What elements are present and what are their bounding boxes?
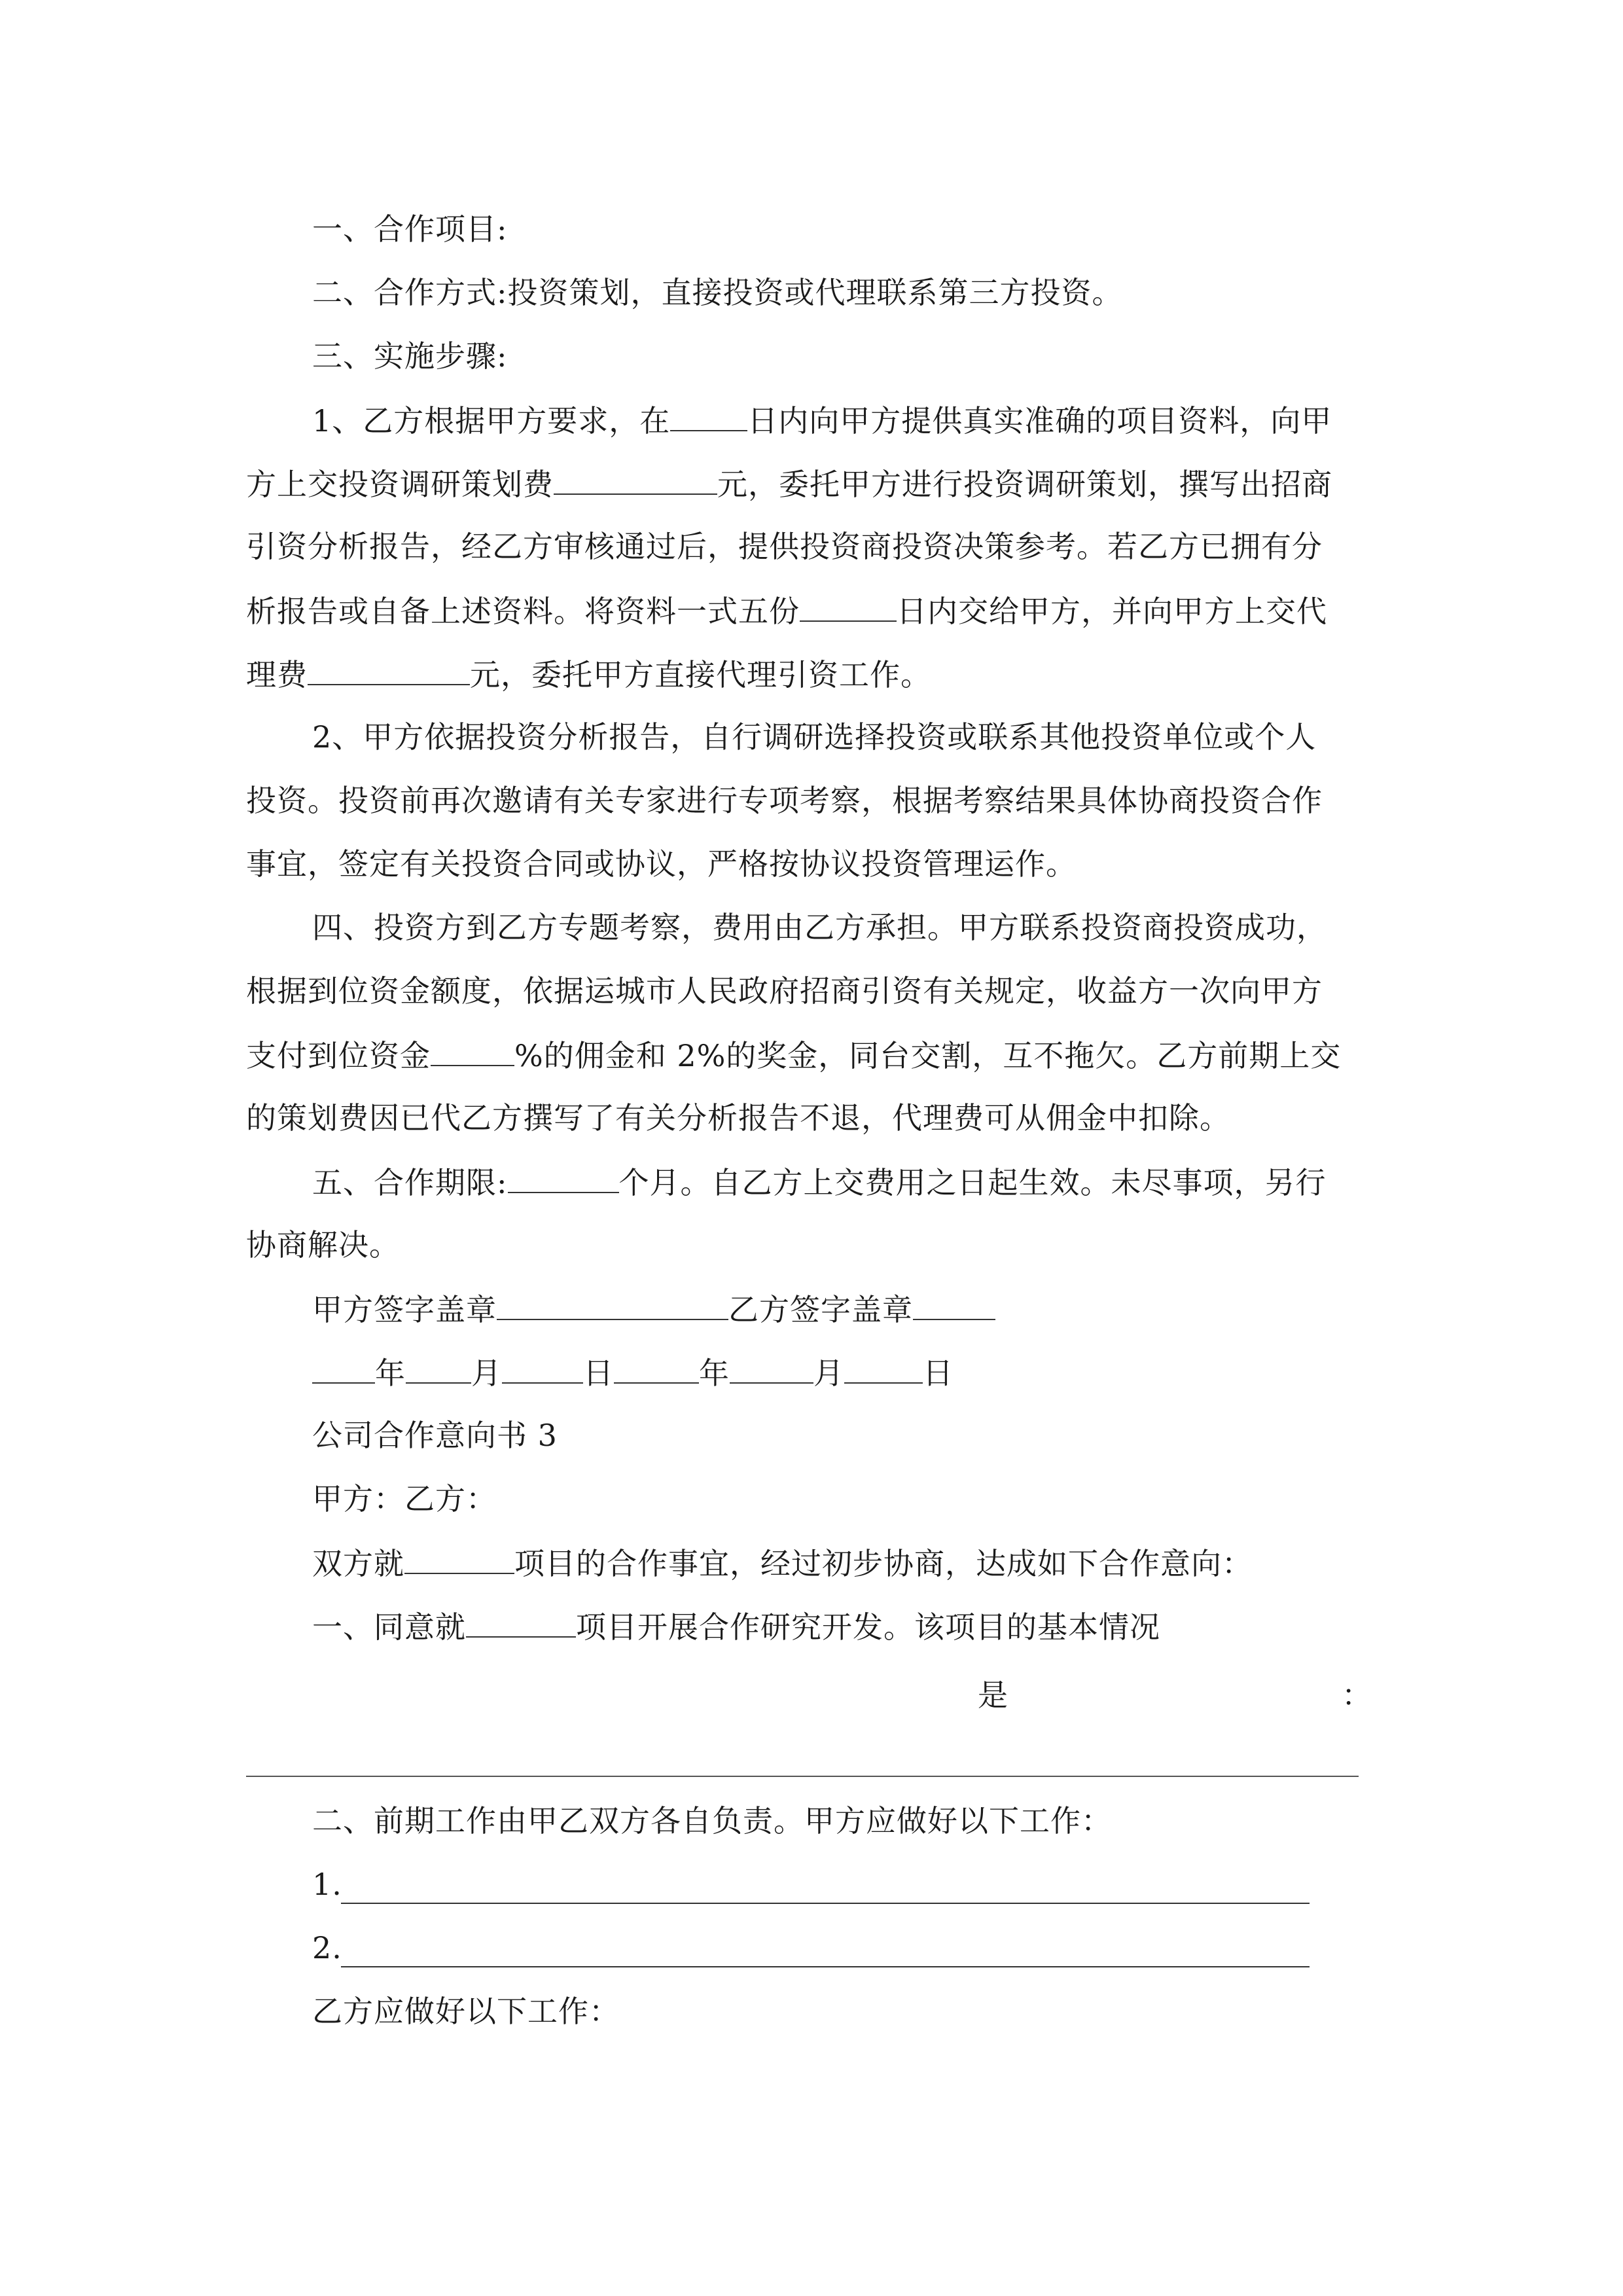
- para1-line3: 引资分析报告，经乙方审核通过后，提供投资商投资决策参考。若乙方已拥有分: [246, 529, 1323, 564]
- para4-line4: 的策划费因已代乙方撰写了有关分析报告不退，代理费可从佣金中扣除。: [246, 1100, 1230, 1136]
- day-blank-a[interactable]: [502, 1352, 583, 1384]
- para2-line3: 事宜，签定有关投资合同或协议，严格按协议投资管理运作。: [246, 846, 1077, 882]
- para1-text-e: 析报告或自备上述资料。将资料一式五份: [246, 594, 800, 629]
- para2-line2: 投资。投资前再次邀请有关专家进行专项考察，根据考察结果具体协商投资合作: [246, 783, 1323, 818]
- months-blank[interactable]: [508, 1162, 619, 1193]
- party-a-sign-blank[interactable]: [497, 1289, 728, 1320]
- month-label-a: 月: [471, 1355, 502, 1391]
- day-label-b: 日: [923, 1355, 954, 1391]
- party-b-work-line: 乙方应做好以下工作：: [312, 1994, 620, 2029]
- days-blank-2[interactable]: [800, 590, 897, 622]
- signature-line: [312, 1289, 995, 1329]
- para5-text-a: 五、合作期限:: [312, 1165, 508, 1200]
- date-line: [312, 1352, 954, 1393]
- para2-line1: 2、甲方依据投资分析报告，自行调研选择投资或联系其他投资单位或个人: [312, 719, 1317, 755]
- agree-line: [312, 1606, 1160, 1647]
- commission-blank[interactable]: [431, 1035, 514, 1066]
- project-blank[interactable]: [404, 1543, 514, 1574]
- section-cooperation-method: 二、合作方式:投资策划，直接投资或代理联系第三方投资。: [312, 275, 1123, 310]
- agree-text-a: 一、同意就: [312, 1609, 466, 1645]
- document-title-3: 公司合作意向书 3: [312, 1418, 558, 1453]
- intro-text-b: 项目的合作事宜，经过初步协商，达成如下合作意向：: [514, 1546, 1253, 1581]
- item-2-blank[interactable]: [341, 1966, 1310, 1967]
- month-blank-a[interactable]: [406, 1352, 471, 1384]
- para4-text-a: 支付到位资金: [246, 1038, 431, 1073]
- year-label-b: 年: [699, 1355, 730, 1391]
- para4-text-b: %的佣金和 2%的奖金，同台交割，互不拖欠。乙方前期上交: [514, 1038, 1342, 1073]
- para1-line2: [246, 463, 1332, 504]
- para4-line2: 根据到位资金额度，依据运城市人民政府招商引资有关规定，收益方一次向甲方: [246, 973, 1323, 1009]
- parties-line: 甲方：乙方：: [312, 1481, 497, 1516]
- party-b-sign-blank[interactable]: [913, 1289, 995, 1320]
- para4-line1: 四、投资方到乙方专题考察，费用由乙方承担。甲方联系投资商投资成功，: [312, 910, 1327, 945]
- day-label-a: 日: [583, 1355, 614, 1391]
- section-steps: 三、实施步骤:: [312, 338, 508, 374]
- prework-line: 二、前期工作由甲乙双方各自负责。甲方应做好以下工作：: [312, 1803, 1112, 1839]
- month-blank-b[interactable]: [730, 1352, 813, 1384]
- party-a-sign-label: 甲方签字盖章: [312, 1292, 497, 1327]
- para1-line1: [312, 400, 1332, 440]
- para1-line5: [246, 654, 931, 694]
- para1-text-g: 理费: [246, 657, 308, 692]
- item-2-label: 2.: [312, 1930, 342, 1965]
- para5-line1: [312, 1162, 1327, 1202]
- para1-text-h: 元，委托甲方直接代理引资工作。: [470, 657, 931, 692]
- intro-line: [312, 1543, 1253, 1583]
- day-blank-b[interactable]: [844, 1352, 923, 1384]
- colon-mark: ：: [1342, 1677, 1372, 1713]
- year-blank-a[interactable]: [312, 1352, 375, 1384]
- is-label: 是: [978, 1677, 1008, 1713]
- para1-text-a: 1、乙方根据甲方要求，在: [312, 403, 671, 439]
- fill-in-rule: [246, 1776, 1359, 1777]
- para1-text-b: 日内向甲方提供真实准确的项目资料，向甲: [747, 403, 1332, 439]
- para1-text-d: 元，委托甲方进行投资调研策划，撰写出招商: [717, 467, 1332, 502]
- section-cooperation-item: 一、合作项目:: [312, 211, 508, 247]
- project-blank-2[interactable]: [466, 1606, 576, 1638]
- party-b-sign-label: 乙方签字盖章: [728, 1292, 913, 1327]
- agency-fee-blank[interactable]: [308, 654, 470, 685]
- para1-text-c: 方上交投资调研策划费: [246, 467, 554, 502]
- month-label-b: 月: [813, 1355, 844, 1391]
- para4-line3: [246, 1035, 1341, 1075]
- para1-text-f: 日内交给甲方，并向甲方上交代: [897, 594, 1327, 629]
- para1-line4: [246, 590, 1327, 631]
- year-blank-b[interactable]: [614, 1352, 699, 1384]
- research-fee-blank[interactable]: [554, 463, 717, 495]
- item-1-blank[interactable]: [341, 1903, 1310, 1904]
- year-label-a: 年: [375, 1355, 406, 1391]
- para5-line2: 协商解决。: [246, 1227, 400, 1263]
- days-blank[interactable]: [670, 400, 747, 431]
- intro-text-a: 双方就: [312, 1546, 404, 1581]
- item-1-label: 1.: [312, 1867, 342, 1902]
- para5-text-b: 个月。自乙方上交费用之日起生效。未尽事项，另行: [618, 1165, 1327, 1200]
- agree-text-b: 项目开展合作研究开发。该项目的基本情况: [576, 1609, 1160, 1645]
